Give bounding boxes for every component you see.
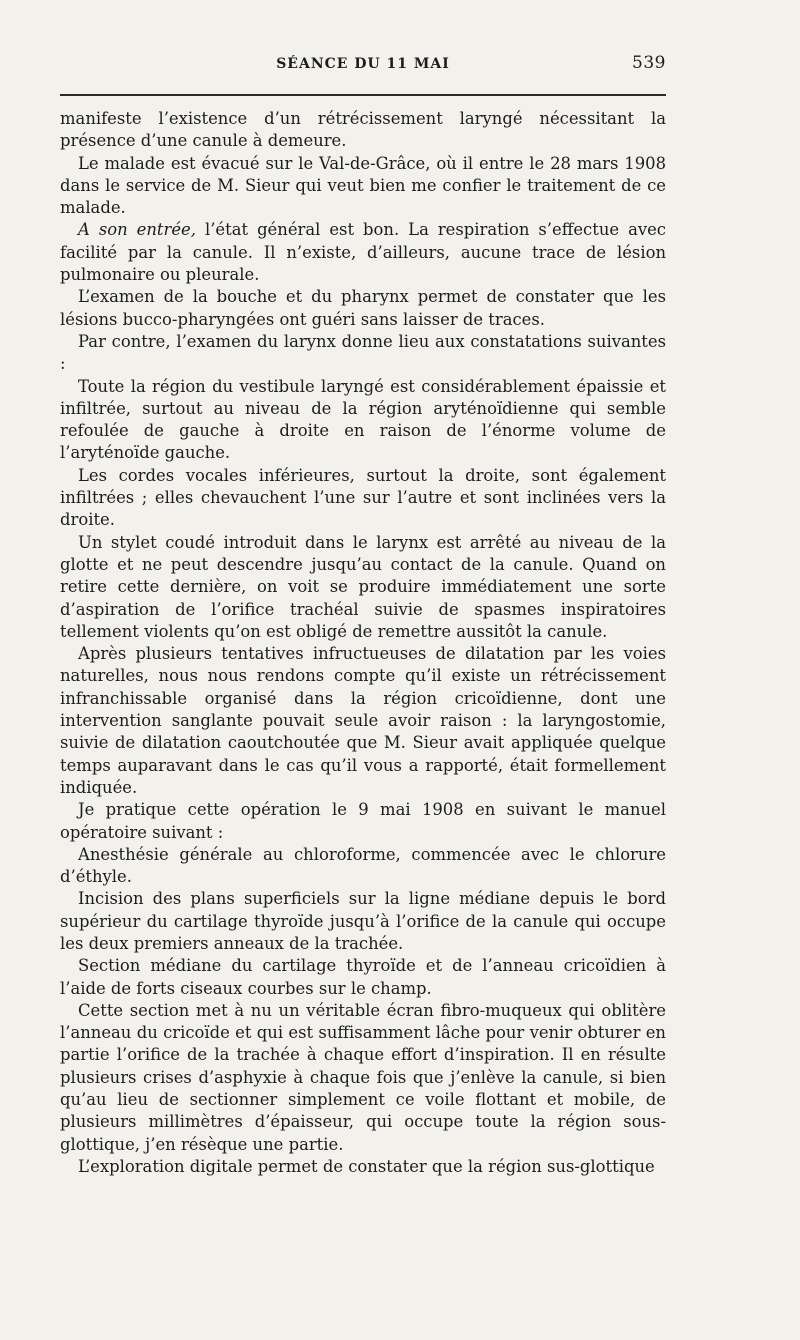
italic-lead: A son entrée, <box>78 220 196 240</box>
paragraph: Par contre, l’examen du larynx donne lieu aux constatations suivantes : <box>60 331 666 374</box>
page-number: 539 <box>632 53 666 73</box>
running-title: SÉANCE DU 11 MAI <box>276 56 450 72</box>
running-head <box>60 50 666 76</box>
paragraph: manifeste l’existence d’un rétrécissement laryngé nécessitant la présence d’une canule à demeure. <box>60 109 666 151</box>
paragraph: L’exploration digitale permet de constater que la région sus-glottique <box>78 1156 655 1176</box>
paragraph: Le malade est évacué sur le Val-de-Grâce, où il entre le 28 mars 1908 dans le service de M. Sieur qui veut bien me confier le traitement de ce malade. <box>60 153 666 218</box>
paragraph-text: l’état général est bon. La respiration s’effectue avec facilité par la canule. Il n’existe, d’ailleurs, aucune trace de lésion pulmonaire ou pleurale. <box>60 220 666 285</box>
paragraph: L’examen de la bouche et du pharynx permet de constater que les lésions bucco-pharyngées ont guéri sans laisser de traces. <box>60 287 666 329</box>
paragraph: Anesthésie générale au chloroforme, commencée avec le chlorure d’éthyle. <box>60 844 666 887</box>
paragraph: Cette section met à nu un véritable écran fibro-muqueux qui oblitère l’anneau du cricoïde et qui est suffisamment lâche pour venir obturer en partie l’orifice de la trachée à chaque effort d’inspiration. Il en résulte plusieurs crises d’asphyxie à chaque fois que j’enlève la canule, si bien qu’au lieu de sectionner simplement ce voile flottant et mobile, de plusieurs millimètres d’épaisseur, qui occupe toute la région sous-glottique, j’en résèque une partie. <box>60 1000 666 1154</box>
paragraph: Section médiane du cartilage thyroïde et de l’anneau cricoïdien à l’aide de forts ciseaux courbes sur le champ. <box>60 956 666 998</box>
paragraph: Un stylet coudé introduit dans le larynx est arrêté au niveau de la glotte et ne peut descendre jusqu’au contact de la canule. Quand on retire cette dernière, on voit se produire immédiatement une sorte d’aspiration de l’orifice trachéal suivie de spasmes inspiratoires tellement violents qu’on est obligé de remettre aussitôt la canule. <box>60 532 666 641</box>
paragraph: Toute la région du vestibule laryngé est considérablement épaissie et infiltrée, surtout au niveau de la région aryténoïdienne qui semble refoulée de gauche à droite en raison de l’énorme volume de l’aryténoïde gauche. <box>60 376 666 463</box>
paragraph <box>60 219 666 286</box>
paragraph: Les cordes vocales inférieures, surtout la droite, sont également infiltrées ; elles chevauchent l’une sur l’autre et sont inclinées vers la droite. <box>60 465 666 530</box>
paragraph: Je pratique cette opération le 9 mai 1908 en suivant le manuel opératoire suivant : <box>60 800 666 842</box>
header-rule <box>60 94 666 96</box>
paragraph: Après plusieurs tentatives infructueuses de dilatation par les voies naturelles, nous nous rendons compte qu’il existe un rétrécissement infranchissable organisé dans la région cricoïdienne, dont une intervention sanglante pouvait seule avoir raison : la laryngostomie, suivie de dilatation caoutchoutée que M. Sieur avait appliquée quelque temps auparavant dans le cas qu’il vous a rapporté, était formellement indiquée. <box>60 644 666 797</box>
paragraph: Incision des plans superficiels sur la ligne médiane depuis le bord supérieur du cartilage thyroïde jusqu’à l’orifice de la canule qui occupe les deux premiers anneaux de la trachée. <box>60 889 666 953</box>
body-text <box>60 108 666 1178</box>
